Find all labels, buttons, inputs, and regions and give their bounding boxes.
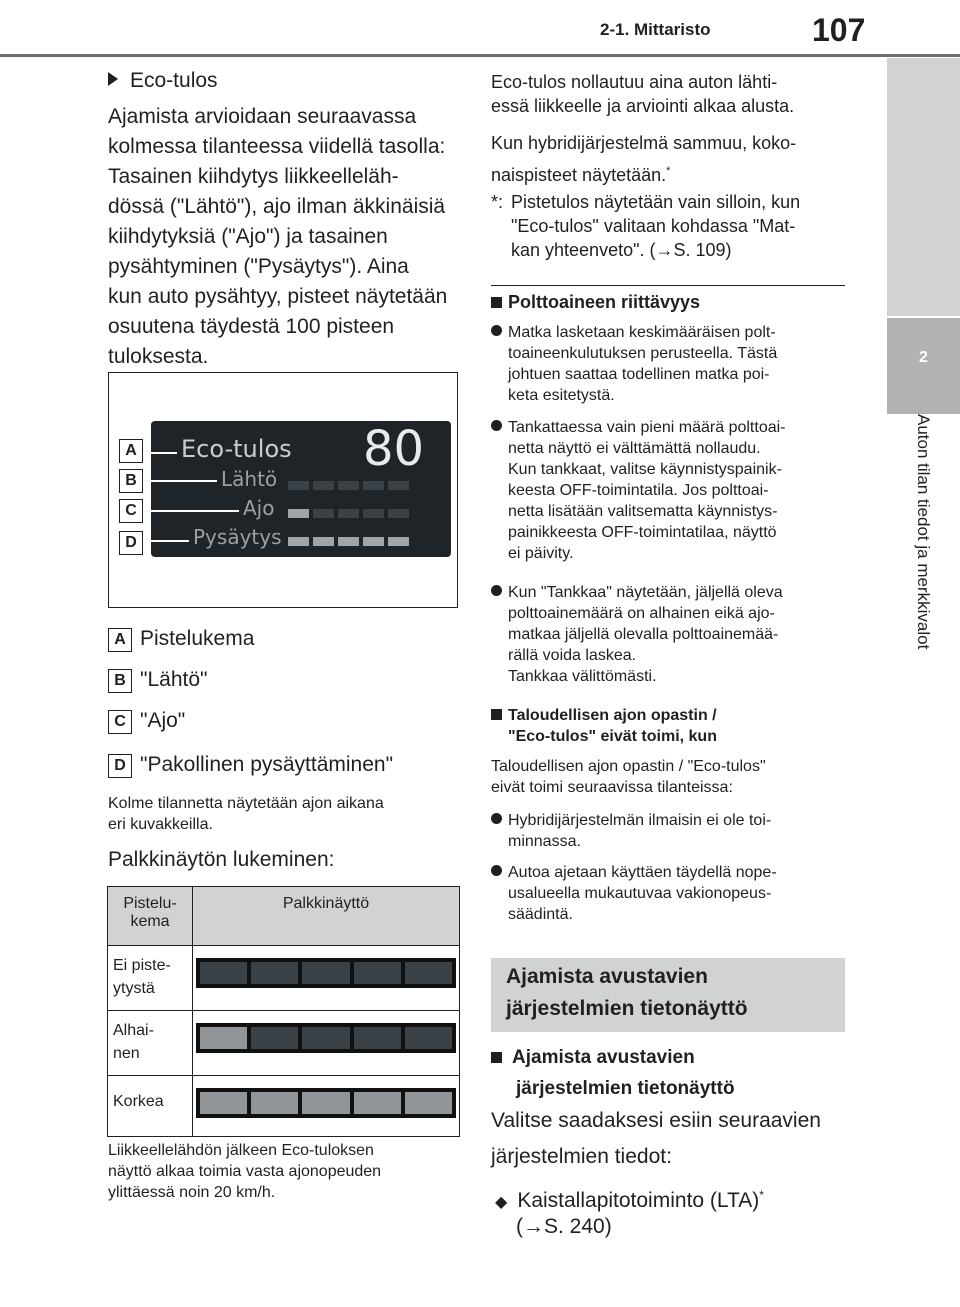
bar-segment bbox=[313, 537, 334, 546]
bar-segment bbox=[338, 537, 359, 546]
bar-segment bbox=[313, 509, 334, 518]
footnote: *: Pistetulos näytetään vain silloin, kun "Eco-tulos" valitaan kohdassa "Mat- kan yhteenveto". (→S. 109) bbox=[491, 192, 801, 260]
eco-inactive-heading: Taloudellisen ajon opastin / "Eco-tulos" eivät toimi, kun bbox=[491, 705, 717, 747]
divider bbox=[491, 285, 845, 286]
bar-segment bbox=[338, 481, 359, 490]
fuel-item: Kun "Tankkaa" näytetään, jäljellä oleva polttoainemäärä on alhainen eikä ajo- matkaa jäljellä olevalla polttoainemää- rällä voida laskea. Tankkaa välittömästi. bbox=[491, 582, 851, 687]
note-icons: Kolme tilannetta näytetään ajon aikana eri kuvakkeilla. bbox=[108, 795, 384, 833]
eco-inactive-item: Autoa ajetaan käyttäen täydellä nope- usalueella mukautuvaa vakionopeus- säädintä. bbox=[491, 862, 851, 925]
legend-item-a: A Pistelukema bbox=[108, 624, 254, 654]
bar-display-none bbox=[196, 958, 456, 988]
bar-segment bbox=[363, 509, 384, 518]
circle-bullet-icon bbox=[491, 865, 502, 876]
assist-item: ◆ Kaistallapitotoiminto (LTA)* bbox=[495, 1188, 764, 1212]
eco-inactive-intro: Taloudellisen ajon opastin / "Eco-tulos" eivät toimi seuraavissa tilanteissa: bbox=[491, 758, 766, 796]
bar-segment bbox=[388, 509, 409, 518]
screen-eco-label: Eco-tulos bbox=[181, 435, 292, 463]
leader-line bbox=[151, 480, 217, 482]
bar-segment bbox=[288, 481, 309, 490]
callout-b: B bbox=[119, 469, 143, 493]
side-tab-top bbox=[887, 58, 960, 316]
callout-a: A bbox=[119, 439, 143, 463]
legend-item-b: B "Lähtö" bbox=[108, 665, 207, 695]
screen-start-label: Lähtö bbox=[221, 467, 278, 491]
bar-segment bbox=[363, 481, 384, 490]
circle-bullet-icon bbox=[491, 585, 502, 596]
leader-line bbox=[151, 452, 177, 454]
assist-intro: Valitse saadaksesi esiin seuraavien järjestelmien tiedot: bbox=[491, 1109, 821, 1168]
circle-bullet-icon bbox=[491, 420, 502, 431]
fuel-heading: Polttoaineen riittävyys bbox=[491, 290, 700, 314]
eco-intro: Ajamista arvioidaan seuraavassa kolmessa tilanteessa viidellä tasolla: Tasainen kiihdytys liikkeelleläh- dössä ("Lähtö"), ajo ilman äkkinäisiä kiihdytyksiä ("Ajo") ja tasainen pysähtyminen ("Pysäytys"). Aina kun auto pysähtyy, pisteet näytetään osuutena täydestä 100 pisteen tuloksesta. bbox=[108, 105, 448, 368]
bar-segment bbox=[313, 481, 334, 490]
circle-bullet-icon bbox=[491, 813, 502, 824]
screen-stop-label: Pysäytys bbox=[193, 525, 282, 549]
page-number: 107 bbox=[812, 12, 866, 48]
fuel-item: Tankattaessa vain pieni määrä polttoai- netta näyttö ei välttämättä nollaudu. Kun tankkaat, valitse käynnistyspainik- keesta OFF-toimintatila. Jos polttoai- netta lisätään valitsematta käynnistys- painikkeesta OFF-toimintatilaa, näyttö ei päivity. bbox=[491, 417, 851, 564]
bar-segment bbox=[288, 509, 309, 518]
table-header-bar: Palkkinäyttö bbox=[193, 887, 460, 946]
eco-score-screen bbox=[151, 421, 451, 557]
header-rule bbox=[0, 54, 960, 57]
side-tab-number: 2 bbox=[887, 318, 960, 414]
bar-display-low bbox=[196, 1023, 456, 1053]
table-row: Alhai- nen bbox=[108, 1011, 460, 1076]
square-bullet-icon bbox=[491, 1052, 502, 1063]
legend-item-d: D "Pakollinen pysäyttäminen" bbox=[108, 750, 393, 780]
screen-drive-label: Ajo bbox=[243, 496, 275, 520]
note-speed: Liikkeellelähdön jälkeen Eco-tuloksen näyttö alkaa toimia vasta ajonopeuden ylittäessä noin 20 km/h. bbox=[108, 1142, 382, 1201]
square-bullet-icon bbox=[491, 297, 502, 308]
bar-display-high bbox=[196, 1088, 456, 1118]
table-row: Ei piste- ytystä bbox=[108, 946, 460, 1011]
bar-segment bbox=[363, 537, 384, 546]
legend-item-c: C "Ajo" bbox=[108, 706, 185, 736]
table-row: Korkea bbox=[108, 1076, 460, 1137]
bar-segment bbox=[338, 509, 359, 518]
bar-segment bbox=[388, 481, 409, 490]
fuel-item: Matka lasketaan keskimääräisen polt- toaineenkulutuksen perusteella. Tästä johtuen saattaa todellinen matka poi- keta esitetystä. bbox=[491, 322, 851, 406]
section-title: 2-1. Mittaristo bbox=[600, 20, 711, 39]
bar-segment bbox=[388, 537, 409, 546]
reset-paragraph: Eco-tulos nollautuu aina auton lähti- essä liikkeelle ja arviointi alkaa alusta. bbox=[491, 72, 795, 116]
eco-heading: Eco-tulos bbox=[108, 66, 218, 96]
bar-heading: Palkkinäytön lukeminen: bbox=[108, 848, 335, 871]
assist-ref: (→S. 240) bbox=[516, 1215, 612, 1238]
diamond-bullet-icon: ◆ bbox=[495, 1194, 508, 1211]
circle-bullet-icon bbox=[491, 325, 502, 336]
square-bullet-icon bbox=[491, 709, 502, 720]
table-header-score: Pistelu- kema bbox=[108, 887, 193, 946]
section-heading-box: Ajamista avustavien järjestelmien tietonäyttö bbox=[491, 958, 845, 1032]
leader-line bbox=[151, 540, 189, 542]
eco-inactive-item: Hybridijärjestelmän ilmaisin ei ole toi- minnassa. bbox=[491, 810, 851, 852]
hybrid-off-paragraph: Kun hybridijärjestelmä sammuu, koko- naispisteet näytetään.* bbox=[491, 133, 797, 185]
callout-c: C bbox=[119, 499, 143, 523]
screen-score: 80 bbox=[363, 421, 425, 477]
assist-heading: Ajamista avustavien järjestelmien tietonäyttö bbox=[491, 1042, 735, 1104]
leader-line bbox=[151, 510, 239, 512]
bar-segment bbox=[288, 537, 309, 546]
eco-score-figure bbox=[108, 372, 458, 608]
triangle-bullet-icon bbox=[108, 72, 118, 86]
bar-display-table bbox=[107, 886, 460, 1137]
callout-d: D bbox=[119, 531, 143, 555]
